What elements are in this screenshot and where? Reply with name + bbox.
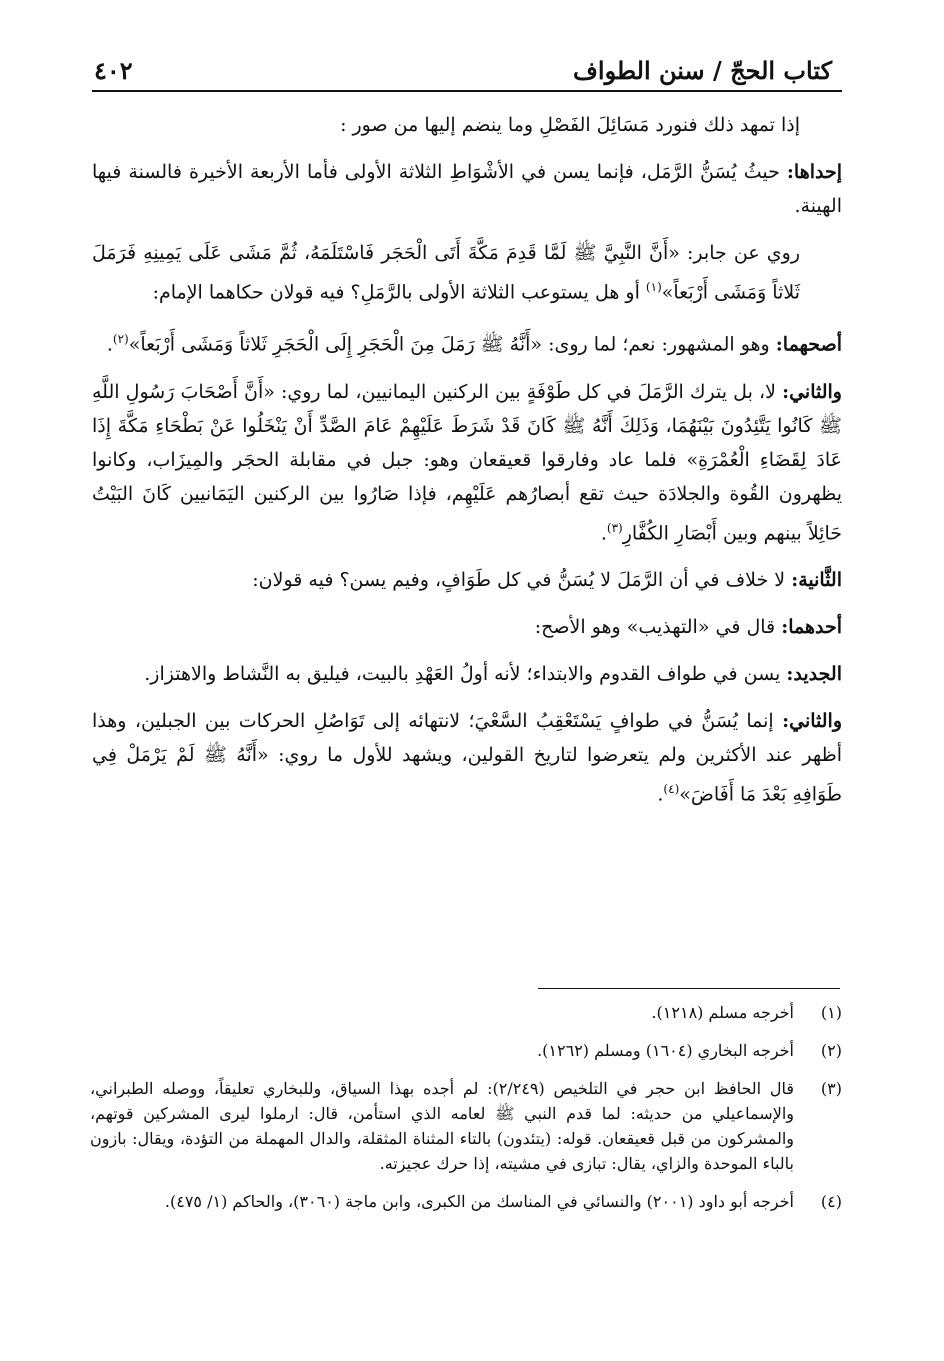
paragraph-second-opinion — [92, 375, 842, 550]
paragraph-one-of-them — [92, 610, 842, 644]
main-text — [92, 108, 842, 824]
footnote-number: (١) — [820, 1003, 842, 1022]
footnote-reference[interactable]: (٣) — [606, 520, 623, 535]
footnote-item — [90, 1000, 842, 1025]
paragraph-label: أصحهما: — [775, 333, 842, 356]
footnote-text: أخرجه أبو داود (٢٠٠١) والنسائي في المناسك من الكبرى، وابن ماجة (٣٠٦٠)، والحاكم (١/ ٤٧٥). — [164, 1192, 794, 1211]
paragraph-text-continued: . — [657, 783, 664, 806]
footnote-reference[interactable]: (٤) — [663, 781, 680, 796]
paragraph-second-opinion-sai — [92, 704, 842, 811]
paragraph-text: إنما يُسَنُّ في طوافٍ يَسْتَعْقِبُ السَّعْيَ؛ لانتهائه إلى تَوَاصُلِ الحركات بين الجبلين، وهذا أظهر عند الأكثرين ولم يتعرضوا لتاريخ القولين، ويشهد للأول ما روي: «أَنَّهُ ﷺ لَمْ يَرْمَلْ فِي طَوَافِهِ بَعْدَ مَا أَفَاضَ» — [92, 709, 842, 806]
paragraph-label: الجديد: — [786, 662, 842, 685]
paragraph-text-continued: . — [600, 521, 607, 544]
paragraph-text: وهو المشهور: نعم؛ لما روى: «أَنَّهُ ﷺ رَمَلَ مِنَ الْحَجَرِ إِلَى الْحَجَرِ ثَلاثاً وَمَشَى أَرْبَعاً» — [128, 333, 770, 356]
paragraph-new-opinion — [92, 657, 842, 691]
paragraph-text-continued: أو هل يستوعب الثلاثة الأولى بالرَّمَلِ؟ فيه قولان حكاهما الإمام: — [152, 281, 646, 304]
paragraph-intro — [92, 108, 842, 142]
paragraph-label: إحداها: — [786, 161, 842, 183]
paragraph-label: الثَّانية: — [791, 568, 842, 591]
paragraph-jabir-narration — [92, 236, 842, 309]
paragraph-label: والثاني: — [782, 380, 842, 403]
footnote-reference[interactable]: (١) — [645, 280, 662, 294]
paragraph-text: إذا تمهد ذلك فنورد مَسَائِلَ الفَصْلِ وما ينضم إليها من صور : — [340, 114, 800, 136]
paragraph-text: لا، بل يترك الرَّمَلَ في كل طَوْفَةٍ بين الركنين اليمانيين، لما روي: «أَنَّ أَصْحَابَ رَسُولِ اللَّهِ ﷺ كَانُوا يَتَّئِدُونَ بَيْنَهُمَا، وَذَلِكَ أَنَّهُ ﷺ كَانَ قَدْ شَرَطَ عَلَيْهِمْ عَامَ الصَّدِّ أَنْ يَنْخَلُوا عَنْ بَطْحَاءِ مَكَّةَ إِذَا عَادَ لِقَضَاءِ الْعُمْرَةِ» فلما عاد وفارقوا قعيقعان وهو: جبل في مقابلة الحجَر والمِيزَاب، وكانوا يظهرون القُوة والجلادَة حيث تقع أبصارُهم عَلَيْهِم، فإذا صَارُوا بين الركنين اليَمَانيين كَانَ البَيْتُ حَائِلاً بينهم وبين أَبْصَارِ الكُفَّارِ — [92, 380, 842, 544]
paragraph-second-issue — [92, 563, 842, 597]
footnotes — [90, 1000, 842, 1227]
paragraph-text: قال في «التهذيب» وهو الأصح: — [534, 615, 776, 638]
footnote-item — [90, 1076, 842, 1176]
footnote-text: قال الحافظ ابن حجر في التلخيص (٢/٢٤٩): لم أجده بهذا السياق، وللبخاري تعليقاً، ووصله الطبراني، والإسماعيلي من حديثه: لما قدم النبي ﷺ لعامه الذي استأمن، قال: ارملوا ليرى المشركين قوتهم، والمشركون من قبل قعيقعان. قوله: (يتئدون) بالتاء المثناة المثقلة، والدال المهملة من التؤدة، ويقال: بازون بالباء الموحدة والزاي، يقال: تبازى في مشيته، إذا حرك عجيزته. — [90, 1079, 795, 1173]
paragraph-text: لا خلاف في أن الرَّمَلَ لا يُسَنُّ في كل طَوَافٍ، وفيم يسن؟ فيه قولان: — [252, 568, 786, 591]
paragraph-label: والثاني: — [782, 709, 843, 732]
running-title: كتاب الحجّ / سنن الطواف — [573, 56, 832, 85]
footnote-divider — [538, 988, 840, 989]
footnote-text: أخرجه مسلم (١٢١٨). — [651, 1003, 794, 1022]
paragraph-first-issue — [92, 155, 842, 223]
page-number: ٤٠٢ — [94, 56, 133, 85]
paragraph-text: حيثُ يُسَنُّ الرَّمَل، فإنما يسن في الأشْوَاطِ الثلاثة الأولى فأما الأربعة الأخيرة فالسنة فيها الهينة. — [92, 161, 842, 217]
paragraph-label: أحدهما: — [781, 615, 842, 638]
footnote-number: (٢) — [820, 1041, 842, 1060]
footnote-item — [90, 1038, 842, 1063]
footnote-number: (٣) — [820, 1079, 842, 1098]
paragraph-most-correct — [92, 322, 842, 361]
paragraph-text: روي عن جابر: «أَنَّ النَّبِيَّ ﷺ لَمَّا قَدِمَ مَكَّةَ أَتَى الْحَجَر فَاسْتَلَمَهُ، ثُمَّ مَشَى عَلَى يَمِينِهِ فَرَمَلَ ثَلاثاً وَمَشَى أَرْبَعاً» — [92, 242, 800, 304]
paragraph-text: يسن في طواف القدوم والابتداء؛ لأنه أولُ العَهْدِ بالبيت، فيليق به النَّشاط والاهتزاز. — [144, 662, 781, 685]
footnote-reference[interactable]: (٢) — [112, 332, 129, 347]
footnote-number: (٤) — [820, 1192, 842, 1211]
page-header — [92, 50, 842, 92]
paragraph-text-continued: . — [106, 333, 113, 356]
footnote-text: أخرجه البخاري (١٦٠٤) ومسلم (١٢٦٢). — [537, 1041, 794, 1060]
footnote-item — [90, 1189, 842, 1214]
